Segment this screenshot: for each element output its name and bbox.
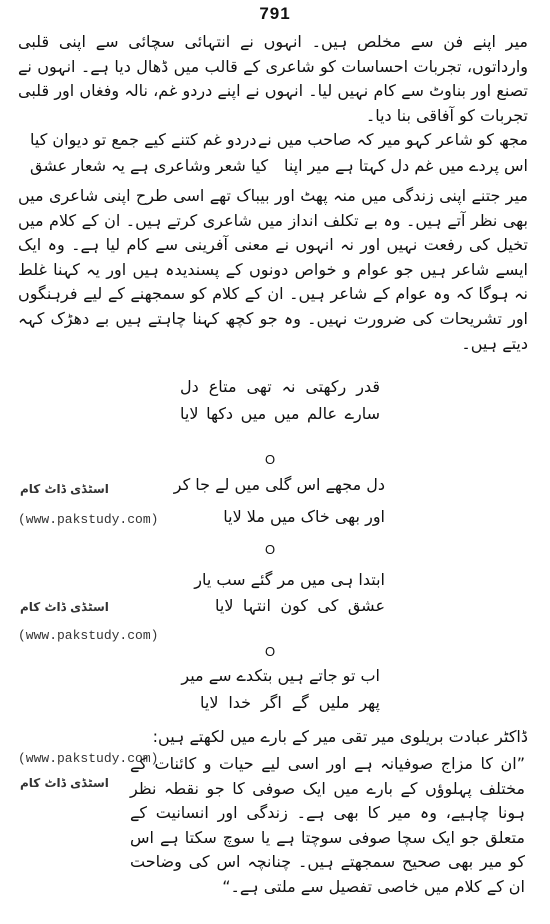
quote-block <box>130 752 525 900</box>
verse-line: مجھ کو شاعر کہو میر کہ صاحب میں نے <box>257 130 528 149</box>
couplet-line: اور بھی خاک میں ملا لایا <box>223 507 385 526</box>
watermark-text: اسٹڈی ڈاٹ کام <box>20 600 109 614</box>
couplet-line: اب تو جاتے ہیں بتکدے سے میر <box>181 666 380 685</box>
couplet-line: قدر رکھتی نہ تھی متاع دل <box>180 377 380 396</box>
couplet-line: دل مجھے اس گلی میں لے جا کر <box>173 475 385 494</box>
watermark-url: (www.pakstudy.com) <box>18 512 159 527</box>
paragraph-text: میر جتنے اپنی زندگی میں منہ پھٹ اور بیباک تھے اسی طرح اپنی شاعری میں بھی نظر آتے ہیں۔ وہ بے تکلف انداز میں شاعری کرتے ہیں۔ ان کے کلام میں تخیل کی رفعت نہیں اور نہ انہوں نے معنی آفرینی سے کام لیا ہے۔ وہ ایک ایسے شاعر ہیں جو عوام و خواص دونوں کے پسندیدہ ہیں اور یہ کہنا غلط نہ ہوگا کہ وہ عوام کے شاعر ہیں۔ ان کے کلام کو سمجھنے کے لیے فرہنگوں اور تشریحات کی ضرورت نہیں۔ وہ جو کچھ کہنا چاہتے ہیں بے دھڑک کہہ دیتے ہیں۔ <box>18 186 528 353</box>
couplet-line: ابتدا ہی میں مر گئے سب یار <box>194 570 385 589</box>
couplet-separator: O <box>265 542 276 557</box>
couplet-line: عشق کی کون انتہا لایا <box>215 596 385 615</box>
quote-intro <box>18 725 528 750</box>
paragraph-text: میر اپنے فن سے مخلص ہیں۔ انہوں نے انتہائی سچائی سے اپنی قلبی وارداتوں، تجربات احساسات کو شاعری کے قالب میں ڈھال دیا ہے۔ انہوں نے تصنع اور بناوٹ سے کام نہیں لیا۔ انہوں نے اپنے دردو غم، نالہ وفغاں اور قلبی تجربات کو آفاقی بنا دیا۔ <box>18 32 528 125</box>
verse-line: اس پردے میں غم دل کہتا ہے میر اپنا <box>283 156 528 175</box>
couplet-separator: O <box>265 644 276 659</box>
watermark-url: (www.pakstudy.com) <box>18 751 159 766</box>
couplet-line: پھر ملیں گے اگر خدا لایا <box>200 693 380 712</box>
paragraph-body <box>18 184 528 356</box>
verse-line: کیا شعر وشاعری ہے یہ شعار عشق <box>30 156 269 175</box>
page-number: 791 <box>259 4 291 23</box>
paragraph-intro <box>18 30 528 128</box>
watermark-text: اسٹڈی ڈاٹ کام <box>20 776 109 790</box>
watermark-url: (www.pakstudy.com) <box>18 628 159 643</box>
couplet-line: سارے عالم میں میں دکھا لایا <box>180 404 380 423</box>
verse-line: دردو غم کتنے کیے جمع تو دیوان کیا <box>30 130 257 149</box>
watermark-text: اسٹڈی ڈاٹ کام <box>20 482 109 496</box>
quote-intro-text: ڈاکٹر عبادت بریلوی میر تقی میر کے بارے میں لکھتے ہیں: <box>152 727 528 746</box>
couplet-separator: O <box>265 452 276 467</box>
quote-text: ”ان کا مزاج صوفیانہ ہے اور اسی لیے حیات و کائنات کے مختلف پہلوؤں کے بارے میں ایک صوفی کا جو نقطہ نظر ہونا چاہیے، وہ میر کا بھی ہے۔ زندگی اور انسانیت کے متعلق جو ایک سچا صوفی سوچتا ہے یا سوچ سکتا ہے اس کو میر بھی صحیح سمجھتے ہیں۔ چنانچہ اس کی وضاحت ان کے کلام میں خاصی تفصیل سے ملتی ہے۔“ <box>130 754 525 896</box>
